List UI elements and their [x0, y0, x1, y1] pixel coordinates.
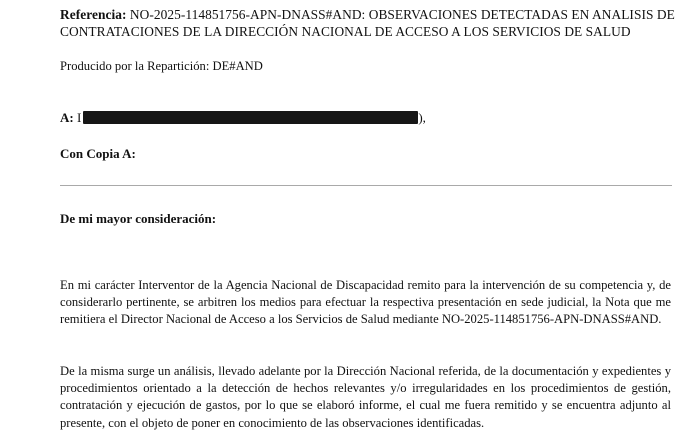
- recipient-partial: I: [76, 110, 82, 125]
- section-divider: [60, 185, 672, 186]
- body-paragraph-2: De la misma surge un análisis, llevado adelante por la Dirección Nacional referida, de la documentación y expedientes y procedimientos orientado a la detección de hechos relevantes y/o irregularidades en los procedimientos de gestión, contratación y ejecución de gastos, por lo que se elaboró informe, el cual me fuera remitido y se encuentra adjunto al presente, con el objeto de poner en conocimiento de las observaciones identificadas.: [60, 364, 671, 430]
- greeting: De mi mayor consideración:: [60, 211, 217, 226]
- recipient-label: A:: [60, 110, 74, 125]
- producido-line: Producido por la Repartición: DE#AND: [60, 59, 263, 73]
- redaction-bar: [83, 111, 418, 124]
- copy-label: Con Copia A:: [60, 146, 136, 161]
- reference-label: Referencia:: [60, 7, 127, 22]
- recipient-suffix: ),: [418, 110, 426, 125]
- reference-line: [60, 6, 680, 40]
- recipient-line: [60, 110, 426, 126]
- reference-text: NO-2025-114851756-APN-DNASS#AND: OBSERVACIONES DETECTADAS EN ANALISIS DE CONTRATACIONES DE LA DIRECCIÓN NACIONAL DE ACCESO A LOS SERVICIOS DE SALUD: [60, 7, 675, 39]
- body-paragraph-1: En mi carácter Interventor de la Agencia Nacional de Discapacidad remito para la intervención de su competencia y, de considerarlo pertinente, se arbitren los medios para efectuar la respectiva presentación en sede judicial, la Nota que me remitiera el Director Nacional de Acceso a los Servicios de Salud mediante NO-2025-114851756-APN-DNASS#AND.: [60, 278, 671, 327]
